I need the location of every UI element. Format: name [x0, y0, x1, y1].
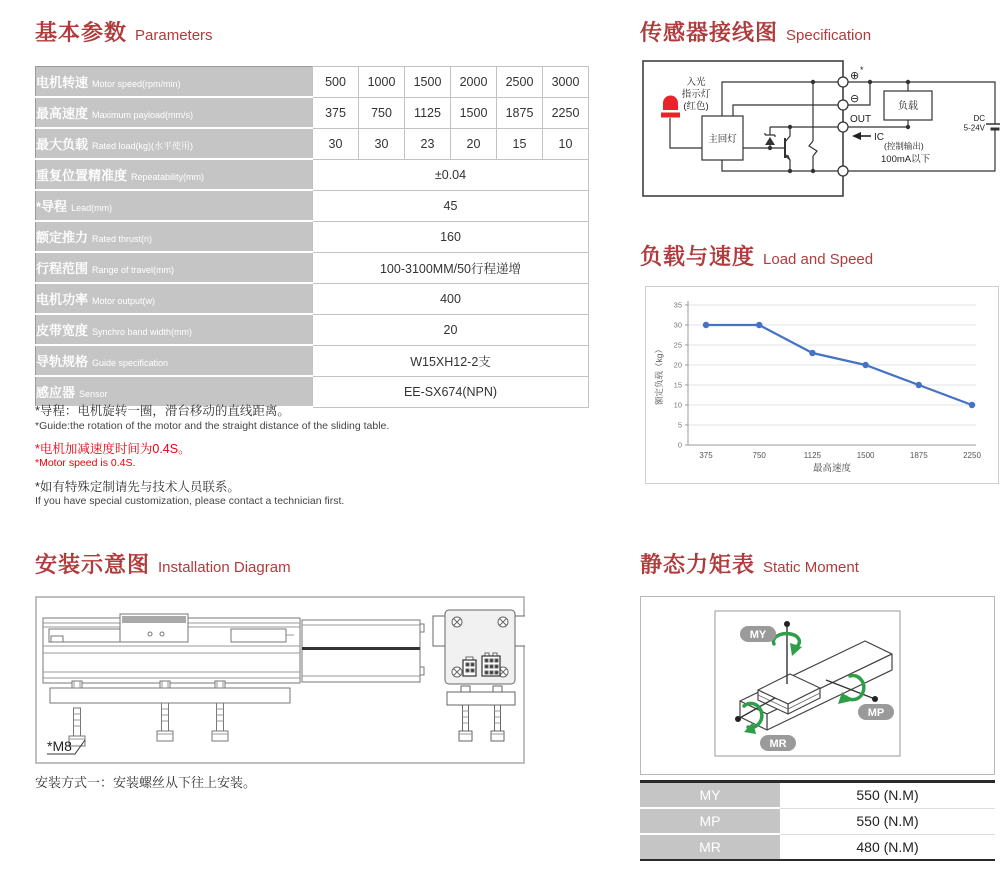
cell: 100-3100MM/50行程递增	[313, 252, 589, 283]
mp-label: MP	[867, 707, 885, 719]
parameters-table	[35, 66, 589, 408]
row-label: *导程 Lead(mm)	[36, 190, 313, 221]
cell: 1500	[451, 97, 497, 128]
cell: EE-SX674(NPN)	[313, 376, 589, 407]
cell: ±0.04	[313, 159, 589, 190]
moment-value: 480 (N.M)	[780, 834, 995, 860]
row-label: 最高速度 Maximum payload(mm/s)	[36, 97, 313, 128]
load-speed-title-en: Load and Speed	[763, 251, 874, 268]
row-label: 皮带宽度 Synchro band width(mm)	[36, 314, 313, 345]
svg-text:375: 375	[699, 451, 713, 460]
installation-title	[35, 548, 291, 579]
svg-text:25: 25	[673, 340, 682, 350]
parameters-title	[35, 16, 213, 47]
cell: 20	[313, 314, 589, 345]
table-row	[36, 97, 589, 128]
load-label: 负载	[898, 101, 918, 112]
moment-value: 550 (N.M)	[780, 782, 995, 809]
cell: 160	[313, 221, 589, 252]
cell: 375	[313, 97, 359, 128]
mr-axis-dot	[735, 716, 741, 722]
actuator-body-drawing	[43, 614, 424, 683]
row-label: 重复位置精准度 Repeatability(mm)	[36, 159, 313, 190]
cell: 2000	[451, 67, 497, 98]
cell: 10	[543, 128, 589, 159]
svg-text:10: 10	[673, 400, 682, 410]
parameters-title-zh: 基本参数	[35, 20, 128, 45]
svg-text:1875: 1875	[909, 451, 928, 460]
my-label: MY	[749, 629, 767, 641]
cell: 3000	[543, 67, 589, 98]
table-row	[36, 345, 589, 376]
cell: 23	[405, 128, 451, 159]
moment-label: MR	[640, 834, 780, 860]
load-speed-title	[640, 240, 873, 271]
indicator-label-3: (红色)	[683, 101, 709, 112]
control-output-label: (控制输出)	[884, 141, 924, 151]
my-axis-dot	[784, 621, 790, 627]
battery-icon	[986, 124, 1000, 129]
table-row	[36, 128, 589, 159]
cell: 1125	[405, 97, 451, 128]
cell: 15	[497, 128, 543, 159]
table-row	[36, 159, 589, 190]
cell: 400	[313, 283, 589, 314]
cell: 30	[359, 128, 405, 159]
static-moment-diagram	[640, 596, 995, 775]
table-row	[640, 808, 995, 834]
svg-text:1125: 1125	[803, 451, 822, 460]
moment-label: MP	[640, 808, 780, 834]
svg-text:额定负载（kg）: 额定负载（kg）	[654, 345, 664, 405]
table-row	[36, 376, 589, 407]
static-moment-title-zh: 静态力矩表	[640, 552, 756, 577]
cell: W15XH12-2支	[313, 345, 589, 376]
indicator-label-2: 指示灯	[681, 89, 711, 100]
cell: 20	[451, 128, 497, 159]
table-row	[36, 252, 589, 283]
row-label: 额定推力 Rated thrust(n)	[36, 221, 313, 252]
cell: 750	[359, 97, 405, 128]
svg-text:最高速度: 最高速度	[812, 463, 852, 474]
static-moment-title-en: Static Moment	[763, 559, 859, 576]
svg-text:0: 0	[677, 440, 682, 450]
out-label: OUT	[850, 114, 872, 125]
table-row	[640, 834, 995, 860]
table-row	[36, 314, 589, 345]
parameters-notes	[35, 404, 595, 517]
main-circuit-label: 主回灯	[708, 134, 737, 145]
table-row	[36, 67, 589, 98]
dc-label-2: 5-24V	[963, 123, 985, 133]
row-label: 行程范围 Range of travel(mm)	[36, 252, 313, 283]
svg-text:35: 35	[673, 300, 682, 310]
svg-text:5: 5	[677, 420, 682, 430]
plus-star: *	[860, 65, 864, 75]
cell: 1875	[497, 97, 543, 128]
table-row	[36, 283, 589, 314]
row-label: 电机功率 Motor output(w)	[36, 283, 313, 314]
cell: 500	[313, 67, 359, 98]
static-moment-table	[640, 780, 995, 861]
cell: 2250	[543, 97, 589, 128]
svg-text:15: 15	[673, 380, 682, 390]
plus-terminal-label: ⊕	[850, 70, 860, 82]
m8-label: *M8	[47, 738, 72, 754]
table-row	[36, 221, 589, 252]
mp-axis-dot	[872, 696, 878, 702]
current-limit-label: 100mA以下	[881, 154, 931, 165]
cell: 30	[313, 128, 359, 159]
svg-text:1500: 1500	[856, 451, 875, 460]
table-row	[640, 782, 995, 809]
svg-text:30: 30	[673, 320, 682, 330]
wiring-title-zh: 传感器接线图	[640, 20, 779, 45]
row-label: 感应器 Sensor	[36, 376, 313, 407]
mr-label: MR	[769, 738, 787, 750]
note-lead: *导程：电机旋转一圈，滑台移动的直线距离。 *Guide:the rotation of the motor and the straight distance of the sliding table.	[35, 404, 390, 432]
installation-title-en: Installation Diagram	[158, 559, 291, 576]
svg-text:2250: 2250	[963, 451, 981, 460]
row-label: 导轨规格 Guide specification	[36, 345, 313, 376]
installation-title-zh: 安装示意图	[35, 552, 151, 577]
load-speed-chart	[645, 286, 999, 484]
moment-label: MY	[640, 782, 780, 809]
cell: 45	[313, 190, 589, 221]
wiring-title-en: Specification	[786, 27, 872, 44]
wiring-title	[640, 16, 871, 47]
row-label: 最大负载 Rated load(kg)(水平使用)	[36, 128, 313, 159]
svg-text:20: 20	[673, 360, 682, 370]
dc-label-1: DC	[973, 114, 985, 123]
static-moment-title	[640, 548, 859, 579]
ic-arrow-head	[852, 132, 861, 140]
indicator-label-1: 入光	[686, 77, 706, 88]
svg-text:750: 750	[752, 451, 766, 460]
parameters-title-en: Parameters	[135, 27, 213, 44]
note-motor-speed: *电机加减速度时间为0.4S。 *Motor speed is 0.4S.	[35, 441, 191, 470]
cell: 1000	[359, 67, 405, 98]
load-speed-title-zh: 负载与速度	[640, 244, 756, 269]
minus-terminal-label: ⊖	[850, 93, 860, 105]
sensor-wiring-diagram	[638, 58, 1000, 202]
moment-value: 550 (N.M)	[780, 808, 995, 834]
installation-diagram	[35, 596, 525, 764]
row-label: 电机转速 Motor speed(rpm/min)	[36, 67, 313, 98]
installation-caption: 安装方式一：安装螺丝从下往上安装。	[35, 775, 257, 790]
note-customization: *如有特殊定制请先与技术人员联系。 If you have special customization, please contact a technician first.	[35, 479, 345, 508]
ic-label: IC	[874, 132, 884, 143]
cell: 1500	[405, 67, 451, 98]
table-row	[36, 190, 589, 221]
cell: 2500	[497, 67, 543, 98]
